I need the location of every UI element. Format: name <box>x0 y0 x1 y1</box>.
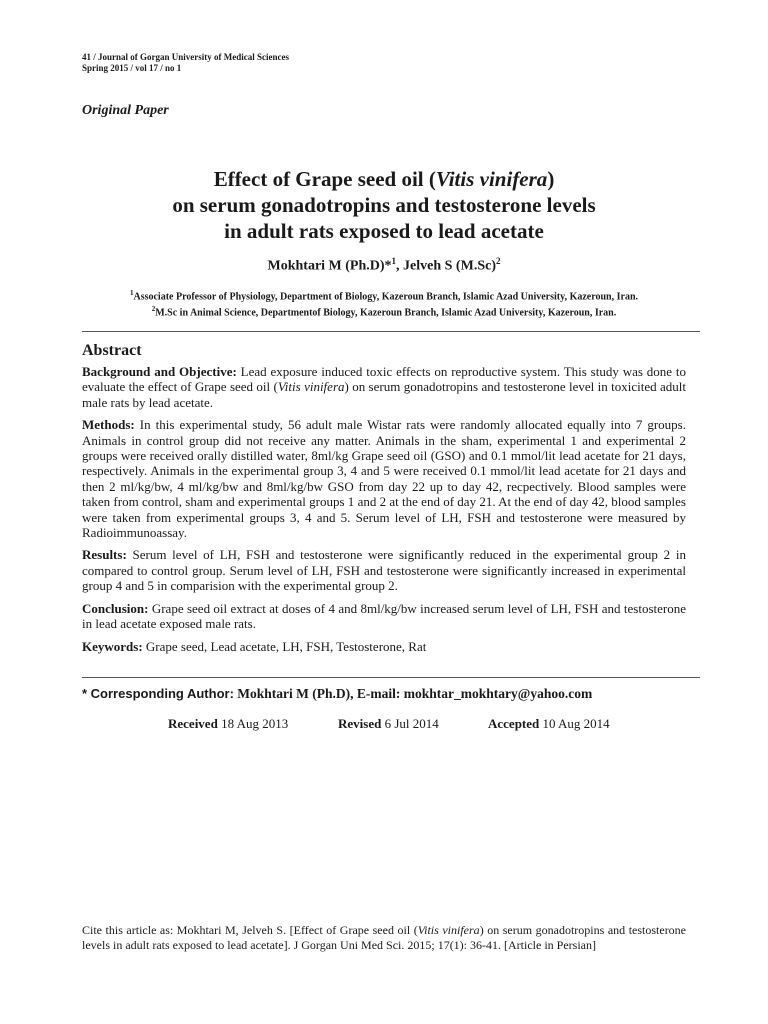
results-text: Serum level of LH, FSH and testosterone were significantly reduced in the experimental group 2 in compared to control group. Serum level of LH, FSH and testosterone were significantly increased in experimental group 4 and 5 in comparision with the experimental group 2. <box>82 547 686 594</box>
author-separator: , <box>396 258 404 274</box>
title-line-2: on serum gonadotropins and testosterone levels <box>172 193 596 217</box>
title-line-1 <box>82 166 686 192</box>
affiliation-text: M.Sc in Animal Science, Departmentof Biology, Kazeroun Branch, Islamic Azad University, Kazeroun, Iran. <box>155 307 617 319</box>
accepted-date <box>488 716 610 732</box>
affiliation-2 <box>82 303 686 319</box>
accepted-value: 10 Aug 2014 <box>539 716 610 731</box>
corresponding-text: Mokhtari M (Ph.D), E-mail: mokhtar_mokhtary@yahoo.com <box>233 686 593 701</box>
citation <box>82 923 686 953</box>
journal-line-2: Spring 2015 / vol 17 / no 1 <box>82 63 182 73</box>
affiliations <box>82 287 686 320</box>
title-line-3: in adult rats exposed to lead acetate <box>224 219 544 243</box>
divider-bottom <box>82 677 700 678</box>
revised-value: 6 Jul 2014 <box>381 716 439 731</box>
background-label: Background and Objective: <box>82 364 237 379</box>
revised-date <box>338 716 439 732</box>
author-2: Jelveh S (M.Sc) <box>403 258 496 274</box>
author-1-affil: 1 <box>391 256 397 266</box>
author-2-affil: 2 <box>495 256 501 266</box>
affiliation-text: Associate Professor of Physiology, Department of Biology, Kazeroun Branch, Islamic Azad University, Kazeroun, Iran. <box>133 291 639 303</box>
abstract-heading: Abstract <box>82 342 142 359</box>
authors <box>82 256 686 275</box>
accepted-label: Accepted <box>488 716 540 731</box>
conclusion-label: Conclusion: <box>82 600 149 616</box>
revised-label: Revised <box>338 716 382 731</box>
methods-label: Methods: <box>82 417 135 433</box>
abstract-background <box>82 364 686 410</box>
title-species: Vitis vinifera <box>435 167 548 191</box>
background-text: ) on serum gonadotropins and testosterone level in toxicited adult male rats by lead acetate. <box>82 379 686 410</box>
received-label: Received <box>168 716 218 731</box>
divider-top <box>82 331 700 332</box>
journal-header <box>82 52 289 74</box>
title-text: Effect of Grape seed oil ( <box>213 167 436 191</box>
abstract-methods <box>82 417 686 540</box>
citation-text: ) on serum gonadotropins and testosterone levels in adult rats exposed to lead acetate]. J Gorgan Uni Med Sci. 2015; 17(1): 36-41. [Article in Persian] <box>82 923 687 952</box>
received-value: 18 Aug 2013 <box>217 716 289 731</box>
abstract-body <box>82 364 686 661</box>
background-text: Lead exposure induced toxic effects on reproductive system. This study was done to evaluate the effect of Grape seed oil ( <box>82 364 686 395</box>
corresponding-label: * Corresponding Author: <box>82 686 234 701</box>
methods-text: In this experimental study, 56 adult male Wistar rats were randomly allocated equally into 7 groups. Animals in control group did not receive any matter. Animals in the sham, experimental 1 and experimental 2 groups were received orally distilled water, 8ml/kg Grape seed oil (GSO) and 0.1 mmol/lit lead acetate for 21 days, respectively. Animals in the experimental group 3, 4 and 5 were received 0.1 mmol/lit lead acetate for 21 days and then 2 ml/kg/bw, 4 ml/kg/bw and 8ml/kg/bw GSO from day 22 up to day 42, recpectively. Blood samples were taken from control, sham and experimental groups 1 and 2 at the end of day 21. At the end of day 42, blood samples were taken from experimental groups 3, 4 and 5. Serum level of LH, FSH and testosterone were measured by Radioimmunoassay. <box>82 417 686 541</box>
conclusion-text: Grape seed oil extract at doses of 4 and 8ml/kg/bw increased serum level of LH, FSH and testosterone in lead acetate exposed male rats. <box>82 600 686 632</box>
received-date <box>168 716 288 732</box>
corresponding-author <box>82 686 592 702</box>
journal-line-1: 41 / Journal of Gorgan University of Medical Sciences <box>82 52 289 62</box>
title-text: ) <box>547 167 555 191</box>
affiliation-1 <box>82 287 686 303</box>
keywords-label: Keywords: <box>82 638 143 654</box>
article-title <box>82 166 686 244</box>
keywords-text: Grape seed, Lead acetate, LH, FSH, Testosterone, Rat <box>142 638 427 654</box>
abstract-keywords <box>82 639 686 654</box>
paper-type-label: Original Paper <box>82 103 169 118</box>
results-label: Results: <box>82 547 127 563</box>
author-1: Mokhtari M (Ph.D)* <box>267 258 392 274</box>
affiliation-number: 1 <box>129 289 134 297</box>
abstract-results <box>82 547 686 593</box>
affiliation-number: 2 <box>151 305 156 314</box>
citation-species: Vitis vinifera <box>417 923 480 937</box>
background-species: Vitis vinifera <box>277 379 345 395</box>
citation-text: Cite this article as: Mokhtari M, Jelveh S. [Effect of Grape seed oil ( <box>82 923 418 937</box>
abstract-conclusion <box>82 601 686 632</box>
